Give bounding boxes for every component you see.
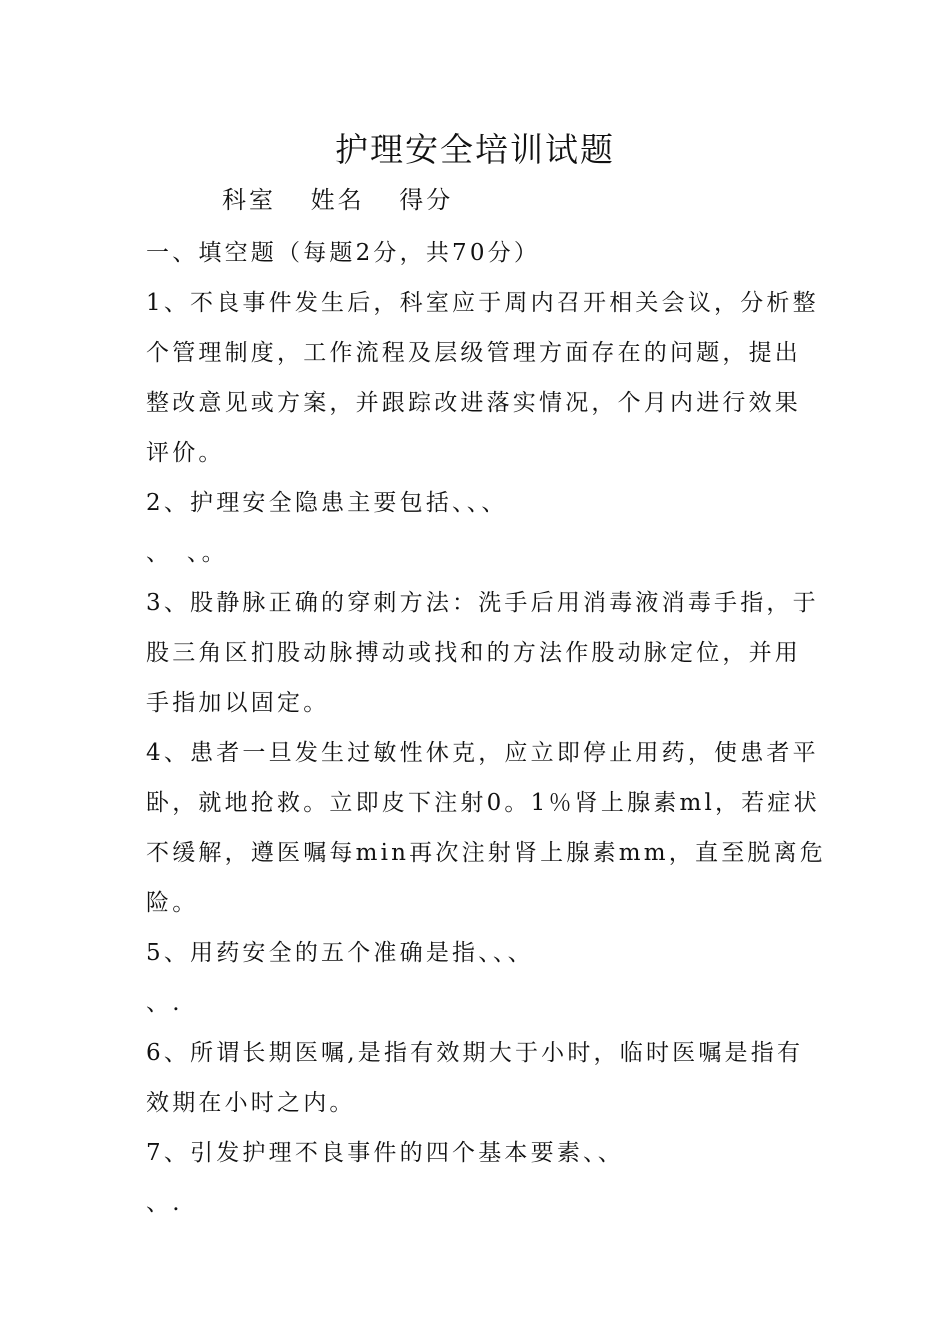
text-line: 、 、。 (146, 540, 228, 566)
name-label: 姓名 (310, 186, 365, 214)
text-line: 7、引发护理不良事件的四个基本要素、、 (146, 1140, 624, 1166)
text-line: 险。 (146, 890, 199, 916)
text-line: 个管理制度，工作流程及层级管理方面存在的问题，提出 (146, 340, 801, 366)
score-label: 得分 (399, 186, 454, 214)
text-line: 评价。 (146, 440, 225, 466)
text-line: 5、用药安全的五个准确是指、、、 (146, 940, 534, 966)
header-info (222, 182, 477, 218)
question-body (146, 228, 826, 1228)
text-line: 整改意见或方案，并跟踪改进落实情况，个月内进行效果 (146, 390, 801, 416)
text-line: 、. (146, 1190, 183, 1216)
text-line: 1、不良事件发生后，科室应于周内召开相关会议，分析整 (146, 290, 819, 316)
text-line: 2、护理安全隐患主要包括、、、 (146, 490, 508, 516)
text-line: 股三角区扪股动脉搏动或找和的方法作股动脉定位，并用 (146, 640, 801, 666)
text-line: 卧，就地抢救。立即皮下注射0。1％肾上腺素ml，若症状 (146, 790, 820, 816)
text-line: 不缓解，遵医嘱每min再次注射肾上腺素mm，直至脱离危 (146, 840, 826, 866)
text-line: 效期在小时之内。 (146, 1090, 356, 1116)
text-line: 4、患者一旦发生过敏性休克，应立即停止用药，使患者平 (146, 740, 819, 766)
dept-label: 科室 (222, 186, 276, 214)
page-title: 护理安全培训试题 (335, 130, 615, 169)
text-line: 手指加以固定。 (146, 690, 330, 716)
section-heading: 一、填空题（每题2分，共70分） (146, 240, 541, 266)
text-line: 6、所谓长期医嘱,是指有效期大于小时，临时医嘱是指有 (146, 1040, 804, 1066)
text-line: 3、股静脉正确的穿刺方法：洗手后用消毒液消毒手指，于 (146, 590, 819, 616)
text-line: 、. (146, 990, 183, 1016)
